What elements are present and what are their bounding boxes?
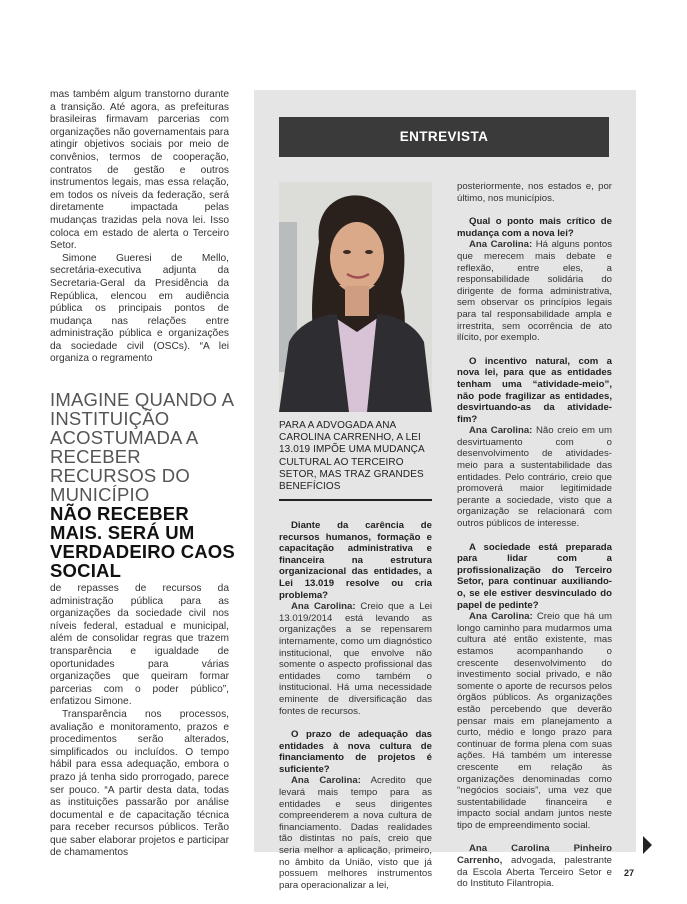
interview-answer (457, 425, 612, 529)
interview-column-right (457, 181, 612, 890)
interview-question: O incentivo natural, com a nova lei, para que as entidades tenham uma “atividade-meio”, não pode fragilizar as entidades, desvirtuando-as da atividade-fim? (457, 355, 612, 425)
pull-quote-light: IMAGINE QUANDO A INSTITUIÇÃO ACOSTUMADA A RECEBER RECURSOS DO MUNICÍPIO (50, 389, 234, 505)
interview-answer (457, 611, 612, 831)
interview-signature (457, 843, 612, 889)
answer-text: Não creio em um desvirtuamento com o desenvolvimento de atividades-meio para a sustentabilidade das entidades. Pelo contrário, creio que promoverá maior legitimidade perante a sociedade, visto que a organização se relacionará com outros públicos de interesse. (457, 425, 612, 530)
answer-text: Creio que a Lei 13.019/2014 está levando as organizações a se repensarem internamente, como um diagnóstico institucional, que envolve não somente o aspecto profissional das entidades como também o institucional. Há uma necessidade eminente de diversificação das fontes de recursos. (279, 601, 432, 717)
signature-name: Ana Carolina Pinheiro Carrenho, (457, 843, 612, 867)
photo-caption: PARA A ADVOGADA ANA CAROLINA CARRENHO, A LEI 13.019 IMPÕE UMA MUDANÇA CULTURAL AO TERCEIRO SETOR, MAS TRAZ GRANDES BENEFÍCIOS (279, 420, 425, 493)
answer-name: Ana Carolina: (469, 425, 533, 437)
article-paragraph: mas também algum transtorno durante a transição. Até agora, as prefeituras brasileiras firmavam parcerias com organizações não governamentais para atingir objetivos sociais por meio de convênios, termos de cooperação, contratos de gestão e outros instrumentos legais, mas essa relação, em todos os níveis da federação, será diretamente impactada pelas mudanças trazidas pela nova lei. Isso coloca em estado de alerta o Terceiro Setor. (50, 89, 229, 252)
pull-quote-bold: NÃO RECEBER MAIS. SERÁ UM VERDADEIRO CAOS SOCIAL (50, 503, 235, 581)
answer-name: Ana Carolina: (469, 611, 533, 623)
triangle-right-icon (643, 836, 652, 854)
article-column-top (50, 89, 229, 366)
interview-answer (279, 775, 432, 891)
interview-lead: posteriormente, nos estados e, por último, nos municípios. (457, 181, 612, 204)
pull-quote (50, 390, 240, 580)
article-paragraph: Simone Gueresi de Mello, secretária-executiva adjunta da Secretaria-Geral da Presidência da República, elencou em audiência pública os principais pontos de mudança nas relações entre administração pública e organizações da sociedade civil (OSCs). “A lei organiza o regramento (50, 252, 229, 365)
interview-column-left (279, 520, 432, 891)
signature-text: advogada, palestrante da Escola Aberta Terceiro Setor e do Instituto Filantropia. (457, 855, 612, 890)
page-number: 27 (624, 868, 635, 878)
portrait-photo (279, 182, 432, 412)
interview-question: O prazo de adequação das entidades à nova cultura de financiamento de projetos é suficiente? (279, 729, 432, 775)
caption-divider (279, 499, 432, 501)
portrait-illustration (279, 182, 432, 412)
answer-text: Creio que há um longo caminho para mudarmos uma cultura até então existente, mas estamos acompanhando o crescente desenvolvimento do investimento social privado, e não somente o aporte de recursos pelos órgãos públicos. As organizações estão percebendo que deverão pensar mais em planejamento a curto, médio e longo prazo para continuar de forma plena com suas ações. Há também um interesse crescente em relação às organizações denominadas como “negócios sociais”, uma vez que sustentabilidade financeira e impacto social andam juntos neste tipo de empreendimento social. (457, 611, 612, 831)
interview-answer (457, 239, 612, 343)
interview-header: ENTREVISTA (279, 117, 609, 157)
answer-name: Ana Carolina: (291, 601, 356, 613)
article-paragraph: Transparência nos processos, avaliação e monitoramento, prazos e procedimentos serão alterados, simplificados ou incluídos. O tempo hábil para essa adequação, embora o prazo já tenha sido prorrogado, parece ser pouco. “A partir desta data, todas as instituições passarão por análise documental e de capacitação técnica para receber recursos públicos. Terão que saber elaborar projetos e participar de chamamentos (50, 708, 229, 859)
interview-question: A sociedade está preparada para lidar com a profissionalização do Terceiro Setor, para continuar auxiliando-o, se ele estiver desvinculado do papel de pedinte? (457, 541, 612, 611)
article-column-bottom (50, 583, 229, 860)
article-paragraph: de repasses de recursos da administração pública para as organizações da sociedade civil nos níveis federal, estadual e municipal, além de consolidar regras que trazem transparência e igualdade de oportunidades para várias organizações que queiram formar parcerias com o poder público”, enfatizou Simone. (50, 583, 229, 708)
answer-name: Ana Carolina: (291, 775, 361, 787)
answer-text: Há alguns pontos que merecem mais debate e reflexão, entre eles, a responsabilidade solidária do dirigente de forma administrativa, sem observar os princípios legais para tal responsabilidade ampla e irrestrita, sem ocorrência de ato ilícito, por exemplo. (457, 239, 612, 344)
interview-question: Qual o ponto mais crítico de mudança com a nova lei? (457, 216, 612, 239)
interview-question: Diante da carência de recursos humanos, formação e capacitação administrativa e financeira na estrutura organizacional das entidades, a Lei 13.019 resolve ou cria problema? (279, 520, 432, 601)
interview-answer (279, 601, 432, 717)
answer-text: Acredito que levará mais tempo para as entidades e seus dirigentes compreenderem a nova cultura de financiamento. Dadas realidades tão distintas no país, creio que seria melhor a aplicação, primeiro, no âmbito da União, visto que já possuem melhores instrumentos para operacionalizar a lei, (279, 775, 432, 891)
answer-name: Ana Carolina: (469, 239, 533, 251)
